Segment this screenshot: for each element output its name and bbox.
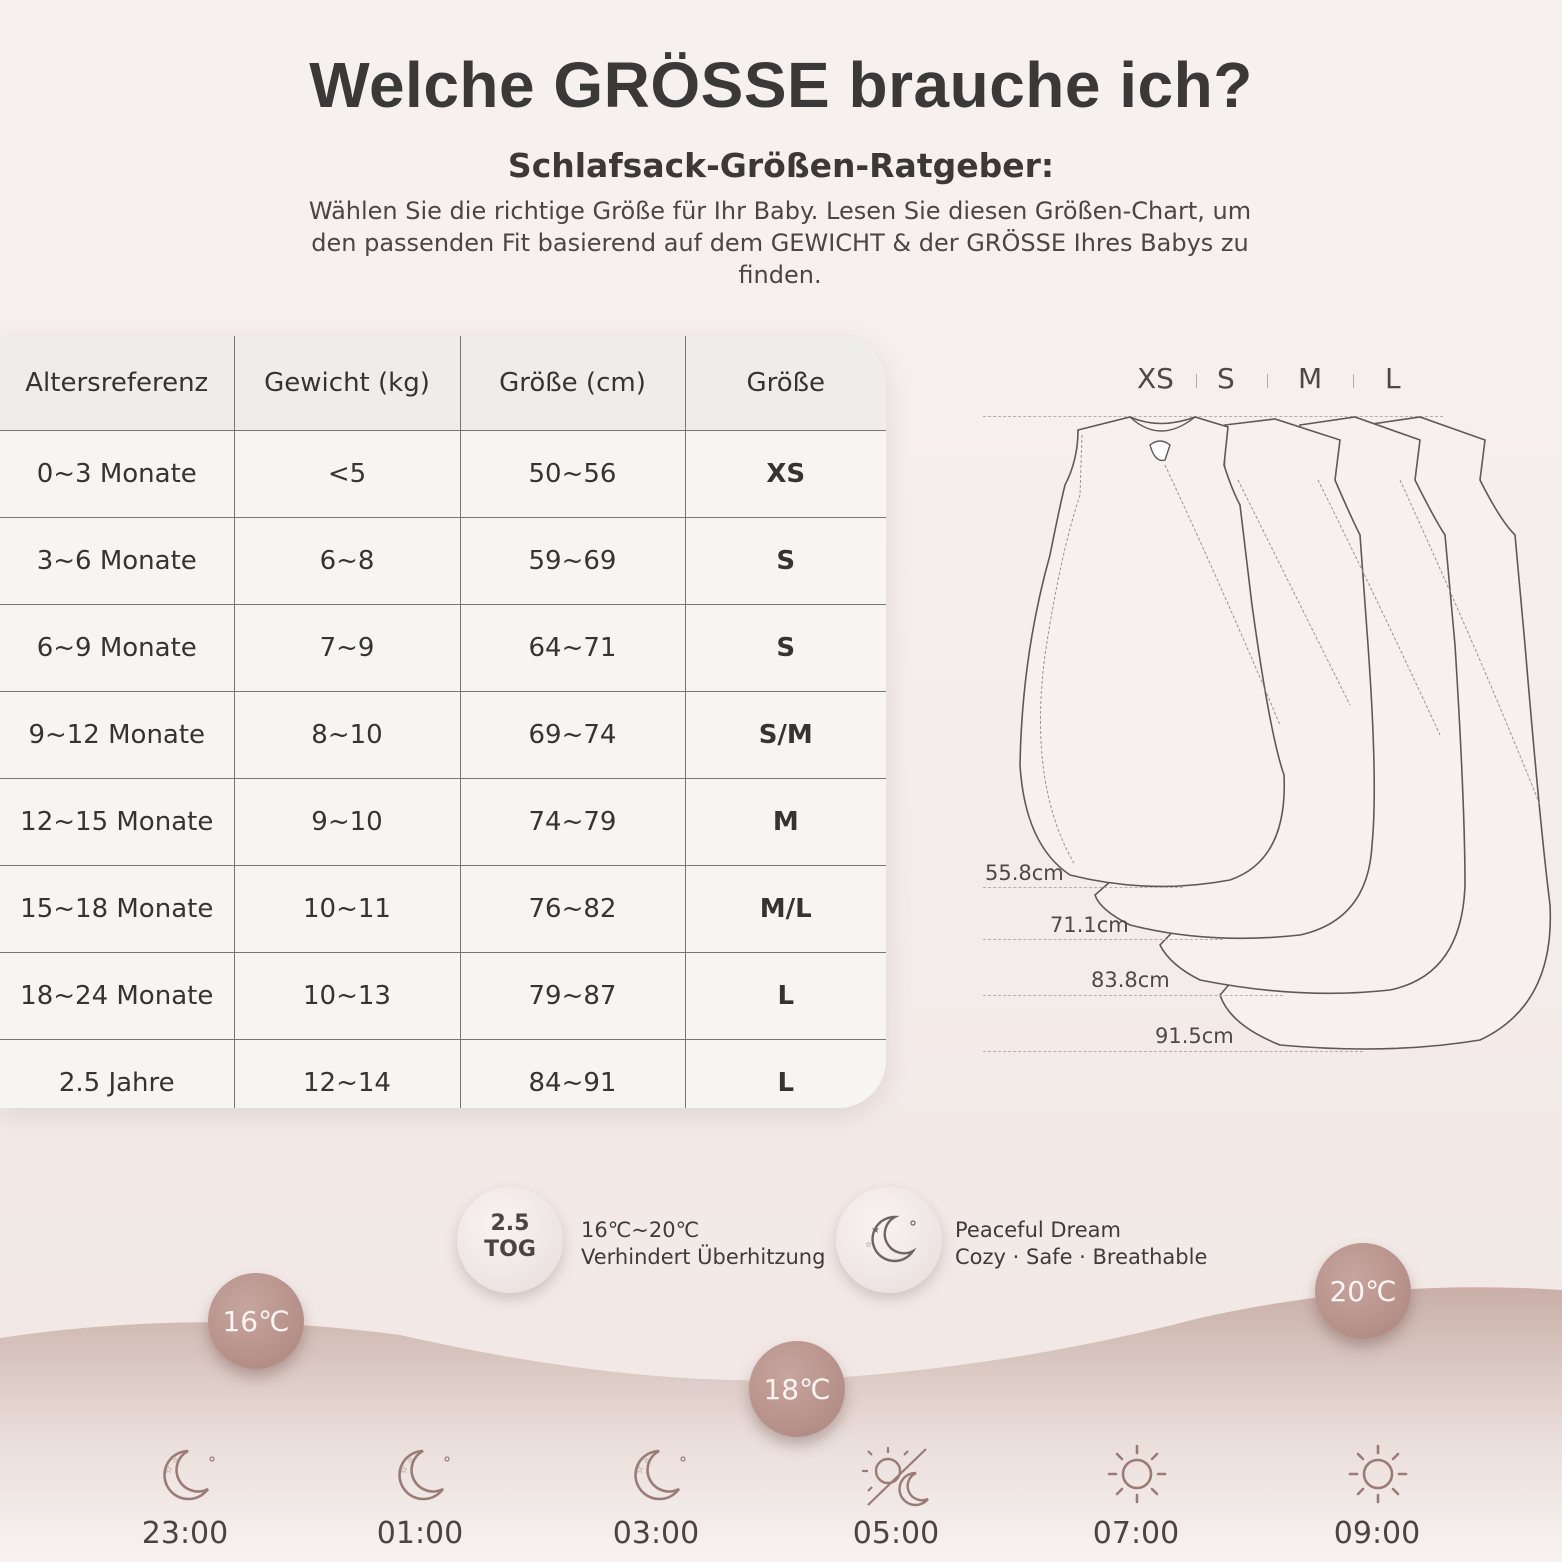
dream-title: Peaceful Dream <box>955 1218 1121 1242</box>
size-separator <box>1353 374 1354 388</box>
cell-size: XS <box>685 431 886 518</box>
cell-height: 59~69 <box>460 518 685 605</box>
size-label-m: M <box>1298 362 1323 395</box>
cell-height: 79~87 <box>460 953 685 1040</box>
table-row <box>0 953 886 1040</box>
tog-description: Verhindert Überhitzung <box>581 1245 826 1269</box>
page-title: Welche GRÖSSE brauche ich? <box>309 49 1253 121</box>
cell-age: 9~12 Monate <box>0 692 234 779</box>
svg-text:☆: ☆ <box>635 1465 644 1476</box>
length-line <box>983 995 1283 996</box>
length-label-m: 83.8cm <box>1091 968 1170 992</box>
column-header-age: Altersreferenz <box>0 336 234 431</box>
cell-age: 0~3 Monate <box>0 431 234 518</box>
cell-size: M/L <box>685 866 886 953</box>
svg-text:☆: ☆ <box>164 1465 173 1476</box>
length-line <box>983 887 1183 888</box>
length-line <box>983 939 1223 940</box>
cell-height: 50~56 <box>460 431 685 518</box>
cell-height: 64~71 <box>460 605 685 692</box>
moon-icon <box>623 1443 689 1509</box>
svg-text:☆: ☆ <box>643 1456 651 1465</box>
size-separator <box>1267 374 1268 388</box>
table-row <box>0 779 886 866</box>
intro-text: Wählen Sie die richtige Größe für Ihr Baby. Lesen Sie diesen Größen-Chart, um den passenden Fit basierend auf dem GEWICHT & der GRÖSSE Ihres Babys zu finden. <box>308 197 1252 289</box>
svg-text:☆: ☆ <box>407 1456 415 1465</box>
time-label: 09:00 <box>1333 1516 1421 1551</box>
cell-age: 18~24 Monate <box>0 953 234 1040</box>
column-header-weight: Gewicht (kg) <box>234 336 460 431</box>
cell-size: M <box>685 779 886 866</box>
table-row <box>0 518 886 605</box>
size-separator <box>1196 374 1197 388</box>
cell-weight: 8~10 <box>234 692 460 779</box>
table-row <box>0 431 886 518</box>
cell-size: L <box>777 1068 795 1098</box>
time-label: 03:00 <box>612 1516 700 1551</box>
cell-age: 6~9 Monate <box>0 605 234 692</box>
length-line <box>983 1051 1363 1052</box>
cell-age: 3~6 Monate <box>0 518 234 605</box>
table-row <box>0 866 886 953</box>
size-label-l: L <box>1385 362 1401 395</box>
column-header-size: Größe <box>685 336 886 431</box>
cell-size: L <box>685 953 886 1040</box>
time-label: 05:00 <box>852 1516 940 1551</box>
table-row <box>0 605 886 692</box>
table-header-row <box>0 336 886 431</box>
cell-weight: 10~11 <box>234 866 460 953</box>
cell-weight: 6~8 <box>234 518 460 605</box>
svg-text:★: ★ <box>871 1225 880 1236</box>
cell-weight: 7~9 <box>234 605 460 692</box>
length-label-s: 71.1cm <box>1050 913 1129 937</box>
time-label: 01:00 <box>376 1516 464 1551</box>
size-label-s: S <box>1217 362 1235 395</box>
tog-value: 2.5 <box>490 1211 530 1236</box>
cell-age: 12~15 Monate <box>0 779 234 866</box>
table-row <box>0 1040 886 1109</box>
tog-temperature-range: 16℃~20℃ <box>581 1218 700 1242</box>
cell-height: 74~79 <box>460 779 685 866</box>
temperature-marker-16: 16℃ <box>208 1273 304 1369</box>
sun-icon <box>1106 1443 1168 1505</box>
time-label: 23:00 <box>141 1516 229 1551</box>
cell-weight: 9~10 <box>234 779 460 866</box>
cell-age: 2.5 Jahre <box>0 1040 234 1109</box>
column-header-height: Größe (cm) <box>460 336 685 431</box>
svg-text:☆: ☆ <box>865 1240 873 1249</box>
sun-icon <box>1347 1443 1409 1505</box>
cell-height: 76~82 <box>460 866 685 953</box>
time-label: 07:00 <box>1092 1516 1180 1551</box>
length-label-xs: 55.8cm <box>985 861 1064 885</box>
cell-height: 84~91 <box>460 1040 685 1109</box>
dream-description: Cozy · Safe · Breathable <box>955 1245 1208 1269</box>
moon-icon <box>387 1443 453 1509</box>
size-label-xs: XS <box>1137 362 1174 395</box>
cell-size: S <box>685 605 886 692</box>
cell-weight: 10~13 <box>234 953 460 1040</box>
temperature-marker-20: 20℃ <box>1315 1243 1411 1339</box>
cell-age: 15~18 Monate <box>0 866 234 953</box>
size-table-card <box>0 336 886 1108</box>
page-subtitle: Schlafsack-Größen-Ratgeber: <box>507 146 1055 185</box>
size-table <box>0 336 886 1108</box>
svg-text:☆: ☆ <box>399 1465 408 1476</box>
length-label-l: 91.5cm <box>1155 1024 1234 1048</box>
cell-size: S <box>685 518 886 605</box>
cell-size: S/M <box>685 692 886 779</box>
cell-weight: <5 <box>234 431 460 518</box>
svg-text:☆: ☆ <box>172 1456 180 1465</box>
table-row <box>0 692 886 779</box>
sun-moon-icon <box>862 1443 934 1509</box>
cell-weight: 12~14 <box>234 1040 460 1109</box>
tog-unit: TOG <box>484 1237 536 1262</box>
sleeping-bag-outlines <box>1000 405 1562 1065</box>
cell-height: 69~74 <box>460 692 685 779</box>
temperature-marker-18: 18℃ <box>749 1341 845 1437</box>
moon-icon <box>152 1443 218 1509</box>
